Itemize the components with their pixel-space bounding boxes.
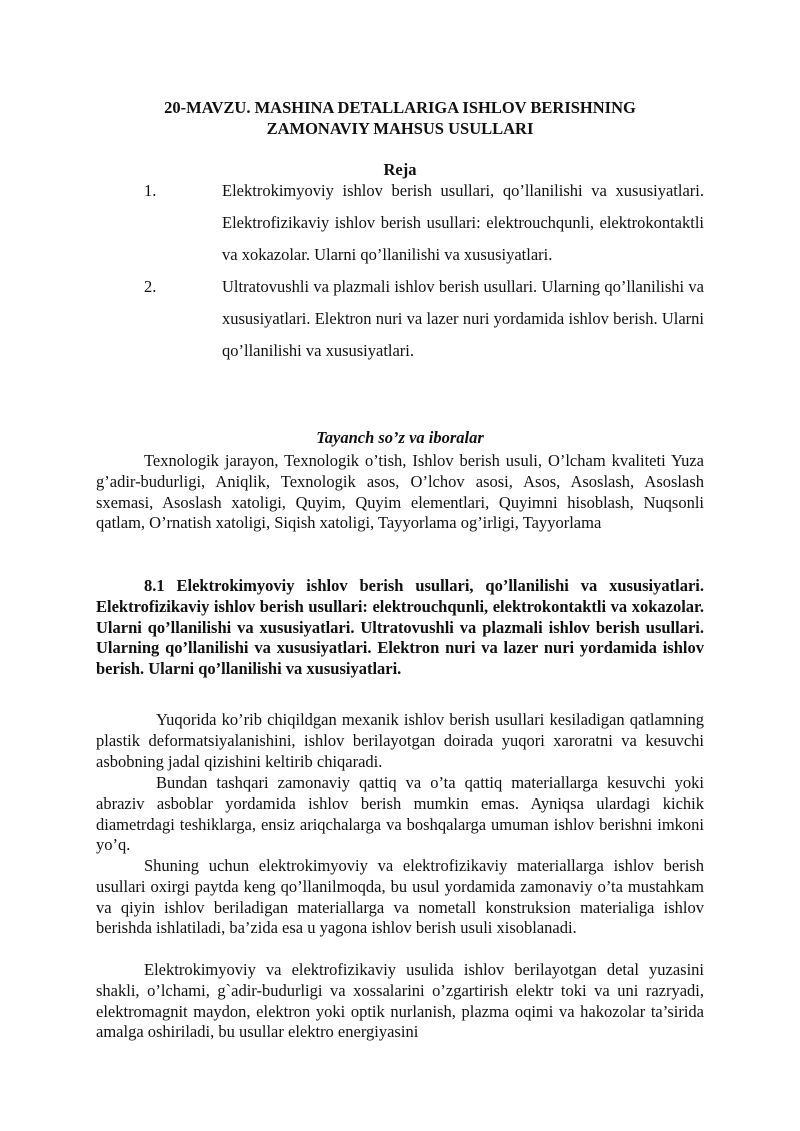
- plan-heading: Reja: [383, 160, 417, 179]
- body-paragraph-1: Yuqorida ko’rib chiqildgan mexanik ishlov berish usullari kesiladigan qatlamning plastik deformatsiyalanishini, ishlov berilayotgan doirada yuqori xaroratni va kesuvchi asbobning jadal qizishini keltirib chiqaradi.: [96, 710, 704, 771]
- keywords-heading: Tayanch so’z va iboralar: [316, 428, 484, 447]
- body-paragraph-3: Shuning uchun elektrokimyoviy va elektrofizikaviy materiallarga ishlov berish usullari oxirgi paytda keng qo’llanilmoqda, bu usul yordamida zamonaviy o’ta mustahkam va qiyin ishlov beriladigan materiallarga va nometall konstruksion materialiga ishlov berishda ishlatiladi, ba’zida esa u yagona ishlov berish usuli xisoblanadi.: [96, 856, 704, 938]
- title-line-2: ZAMONAVIY MAHSUS USULLARI: [266, 119, 534, 138]
- plan-item-number: 2.: [144, 277, 157, 296]
- plan-item: [96, 271, 704, 367]
- body-paragraph-4: Elektrokimyoviy va elektrofizikaviy usulida ishlov berilayotgan detal yuzasini shakli, o’lchami, g`adir-budurligi va xossalarini o’zgartirish elektr toki va uni razryadi, elektromagnit maydon, elektron yoki optik nurlanish, plazma oqimi va hakozolar ta’sirida amalga oshiriladi, bu usullar elektro energiyasini: [96, 960, 704, 1042]
- keywords-paragraph: Texnologik jarayon, Texnologik o’tish, Ishlov berish usuli, O’lcham kvaliteti Yuza g’adir-budurligi, Aniqlik, Texnologik asos, O’lchov asosi, Asos, Asoslash, Asoslash sxemasi, Asoslash xatoligi, Quyim, Quyim elementlari, Quyimni hisoblash, Nuqsonli qatlam, O’rnatish xatoligi, Siqish xatoligi, Tayyorlama og’irligi, Tayyorlama: [96, 451, 704, 533]
- plan-item-number: 1.: [144, 181, 157, 200]
- plan-item-text: Ultratovushli va plazmali ishlov berish usullari. Ularning qo’llanilishi va xususiyatlari. Elektron nuri va lazer nuri yordamida ishlov berish. Ularni qo’llanilishi va xususiyatlari.: [222, 277, 704, 360]
- section-heading: 8.1 Elektrokimyoviy ishlov berish usullari, qo’llanilishi va xususiyatlari. Elektrofizikaviy ishlov berish usullari: elektrouchqunli, elektrokontaktli va xokazolar. Ularni qo’llanilishi va xususiyatlari. Ultratovushli va plazmali ishlov berish usullari. Ularning qo’llanilishi va xususiyatlari. Elektron nuri va lazer nuri yordamida ishlov berish. Ularni qo’llanilishi va xususiyatlari.: [96, 576, 704, 679]
- page-title: [96, 97, 704, 139]
- title-line-1: 20-MAVZU. MASHINA DETALLARIGA ISHLOV BERISHNING: [164, 98, 636, 117]
- plan-item: [96, 175, 704, 271]
- plan-item-text: Elektrokimyoviy ishlov berish usullari, qo’llanilishi va xususiyatlari. Elektrofizikaviy ishlov berish usullari: elektrouchqunli, elektrokontaktli va xokazolar. Ularni qo’llanilishi va xususiyatlari.: [222, 181, 704, 264]
- plan-list: [96, 175, 704, 367]
- body-paragraph-2: Bundan tashqari zamonaviy qattiq va o’ta qattiq materiallarga kesuvchi yoki abraziv asboblar yordamida ishlov berish mumkin emas. Ayniqsa ulardagi kichik diametrdagi teshiklarga, ensiz ariqchalarga va boshqalarga umuman ishlov berishni imkoni yo’q.: [96, 773, 704, 855]
